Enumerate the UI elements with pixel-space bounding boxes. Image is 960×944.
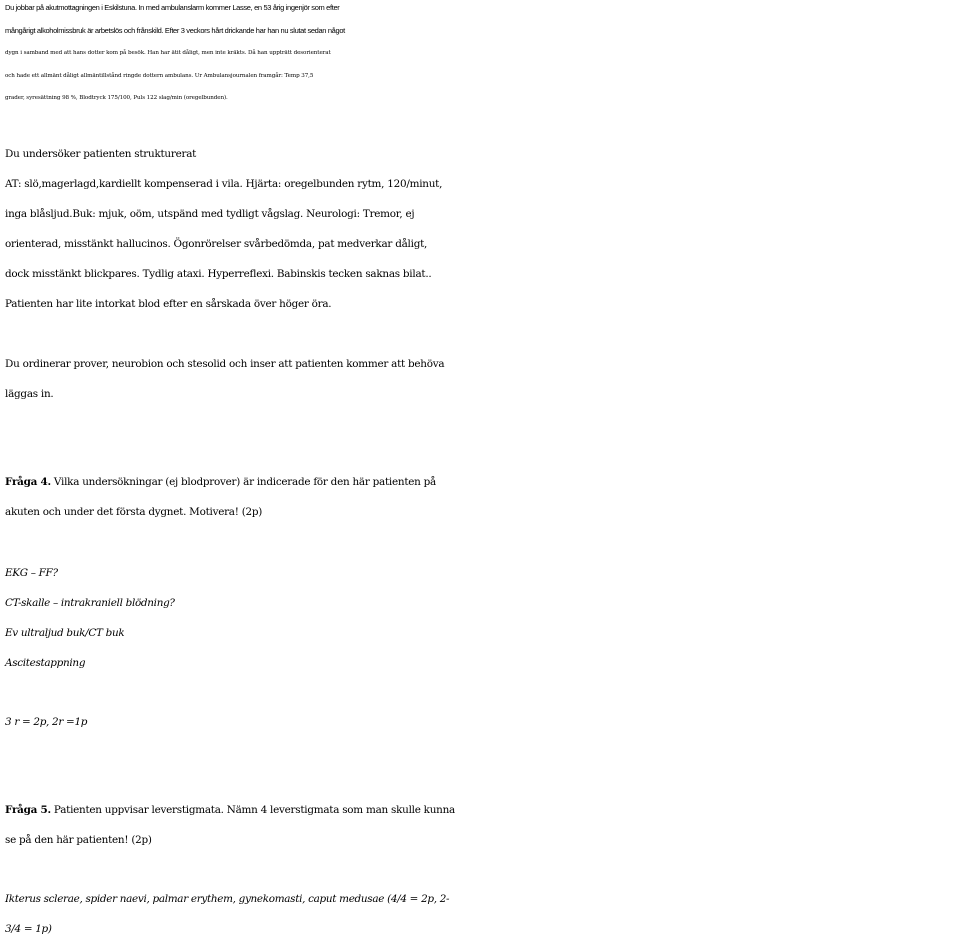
answer-item: Ev ultraljud buk/CT buk xyxy=(5,627,125,639)
question-text: akuten och under det första dygnet. Motivera! (2p) xyxy=(5,506,263,518)
question-4-answers xyxy=(5,558,960,678)
question-4 xyxy=(5,467,960,527)
intro-line: mångårigt alkoholmissbruk är arbetslös och frånskild. Efter 3 veckors hårt drickande har han nu slutat sedan något xyxy=(5,25,345,35)
answer-line: 3/4 = 1p) xyxy=(5,923,52,935)
question-text: Vilka undersökningar (ej blodprover) är indicerade för den här patienten på xyxy=(50,476,436,488)
question-label: Fråga 5. xyxy=(5,804,51,816)
answer-item: CT-skalle – intrakraniell blödning? xyxy=(5,597,175,609)
exam-line: orienterad, misstänkt hallucinos. Ögonrörelser svårbedömda, pat medverkar dåligt, xyxy=(5,238,428,250)
orders-paragraph xyxy=(5,349,960,409)
question-5 xyxy=(5,795,960,855)
exam-line: AT: slö,magerlagd,kardiellt kompenserad i vila. Hjärta: oregelbunden rytm, 120/minut, xyxy=(5,178,443,190)
order-line: Du ordinerar prover, neurobion och stesolid och inser att patienten kommer att behöva xyxy=(5,358,445,370)
intro-line: och hade ett allmänt dåligt allmäntillstånd ringde dottern ambulans. Ur Ambulansjournalen framgår: Temp 37,5 xyxy=(5,72,314,79)
exam-line: inga blåsljud.Buk: mjuk, oöm, utspänd med tydligt vågslag. Neurologi: Tremor, ej xyxy=(5,208,415,220)
case-intro xyxy=(5,0,960,110)
scoring-note: 3 r = 2p, 2r =1p xyxy=(5,716,88,728)
intro-line: dygn i samband med att hans dotter kom på besök. Han har ätit dåligt, men inte kräkts. Då han uppträtt desorienterat xyxy=(5,50,331,56)
question-label: Fråga 4. xyxy=(5,476,51,488)
question-5-answer xyxy=(5,884,960,944)
exam-line: dock misstänkt blickpares. Tydlig ataxi. Hyperreflexi. Babinskis tecken saknas bilat.. xyxy=(5,268,432,280)
answer-line: Ikterus sclerae, spider naevi, palmar erythem, gynekomasti, caput medusae (4/4 = 2p, 2- xyxy=(5,893,450,905)
question-text: Patienten uppvisar leverstigmata. Nämn 4 leverstigmata som man skulle kunna xyxy=(50,804,455,816)
answer-item: EKG – FF? xyxy=(5,567,58,579)
exam-line: Du undersöker patienten strukturerat xyxy=(5,148,197,160)
order-line: läggas in. xyxy=(5,388,54,400)
exam-line: Patienten har lite intorkat blod efter en sårskada över höger öra. xyxy=(5,298,332,310)
question-text: se på den här patienten! (2p) xyxy=(5,834,152,846)
answer-item: Ascitestappning xyxy=(5,657,86,669)
question-4-scoring xyxy=(5,707,960,737)
intro-line: Du jobbar på akutmottagningen i Eskilstuna. In med ambulanslarm kommer Lasse, en 53 årig ingenjör som efter xyxy=(5,3,340,12)
intro-line: grader, syresättning 98 %, Blodtryck 175/100, Puls 122 slag/min (oregelbunden). xyxy=(5,95,228,101)
exam-findings xyxy=(5,139,960,319)
